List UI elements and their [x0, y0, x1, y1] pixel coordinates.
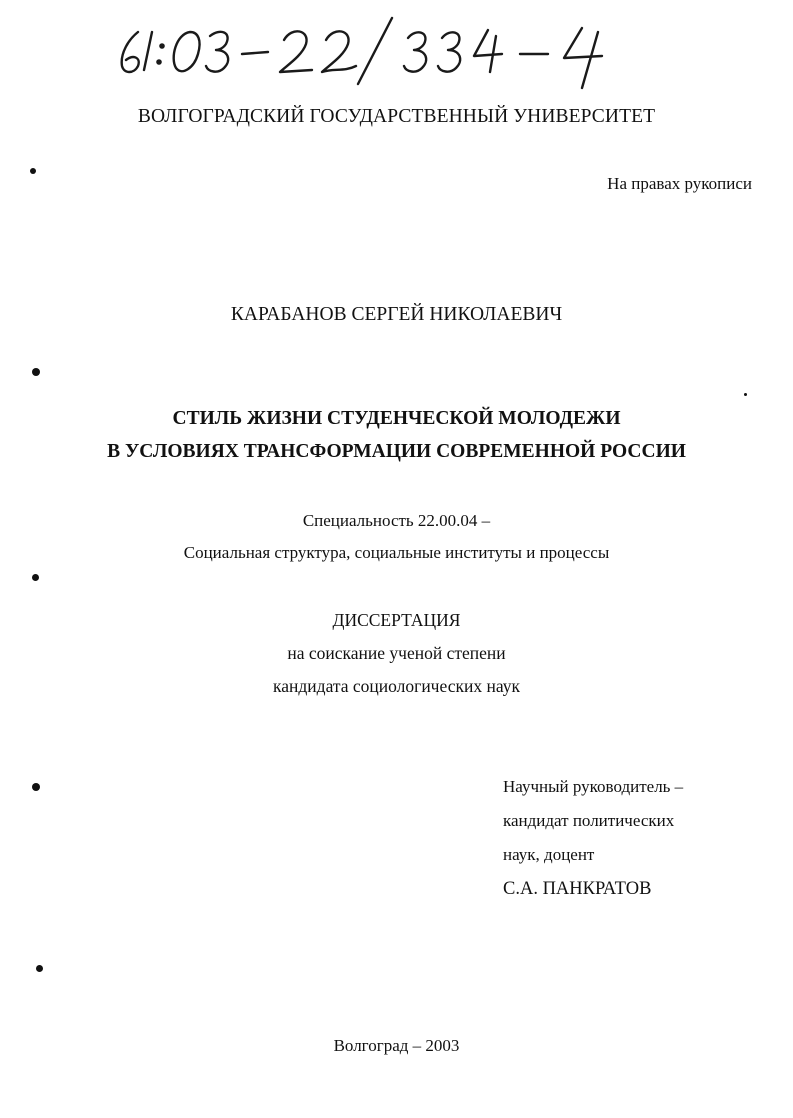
manuscript-rights: На правах рукописи	[607, 174, 752, 193]
dissertation-purpose: на соискание ученой степени	[287, 643, 506, 663]
dissertation-label: ДИССЕРТАЦИЯ	[332, 610, 461, 630]
handwritten-archive-mark	[112, 10, 632, 100]
university-name: ВОЛГОГРАДСКИЙ ГОСУДАРСТВЕННЫЙ УНИВЕРСИТЕТ	[137, 106, 656, 127]
dissertation-title	[0, 402, 793, 468]
specialty-name: Социальная структура, социальные институты и процессы	[183, 543, 610, 562]
dissertation-degree: кандидата социологических наук	[273, 676, 520, 696]
advisor-title-2: наук, доцент	[503, 845, 595, 864]
margin-dot	[32, 783, 40, 791]
margin-dot	[32, 368, 40, 376]
city-year: Волгоград – 2003	[333, 1036, 460, 1055]
title-line-2: В УСЛОВИЯХ ТРАНСФОРМАЦИИ СОВРЕМЕННОЙ РОССИИ	[107, 441, 686, 462]
author-name: КАРАБАНОВ СЕРГЕЙ НИКОЛАЕВИЧ	[230, 304, 563, 325]
margin-dot	[32, 574, 39, 581]
advisor-title-1: кандидат политических	[503, 811, 675, 830]
specialty-code: Специальность 22.00.04 –	[302, 511, 491, 530]
advisor-name: С.А. ПАНКРАТОВ	[503, 879, 652, 899]
margin-speck	[744, 393, 747, 396]
margin-dot	[30, 168, 36, 174]
margin-dot	[36, 965, 43, 972]
dissertation-block	[0, 604, 793, 703]
handwriting-drawing	[112, 10, 632, 100]
advisor-block	[503, 770, 683, 906]
specialty-block	[0, 505, 793, 569]
advisor-role: Научный руководитель –	[503, 777, 684, 796]
title-line-1: СТИЛЬ ЖИЗНИ СТУДЕНЧЕСКОЙ МОЛОДЕЖИ	[172, 408, 621, 429]
